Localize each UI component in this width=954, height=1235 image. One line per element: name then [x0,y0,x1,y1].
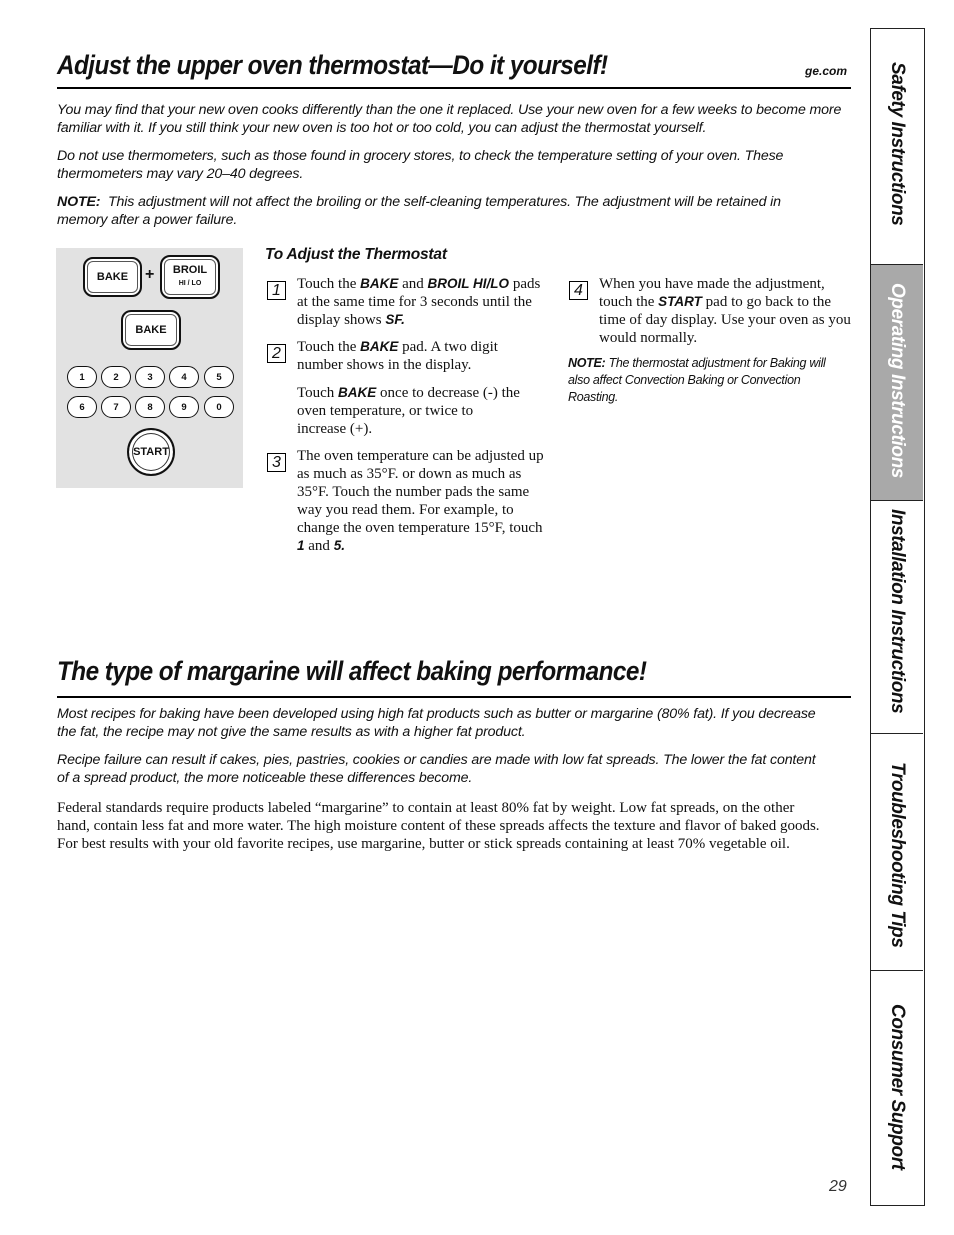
tab-label: Operating Instructions [887,283,908,478]
number-key-1: 1 [67,366,97,388]
number-key-7: 7 [101,396,131,418]
step-4-text: When you have made the adjustment, touch the START pad to go back to the time of day display. Use your oven as you would normally. [599,276,851,346]
step-2-text: Touch the BAKE pad. A two digit number shows in the display. Touch BAKE once to decrease (-) the oven temperature, or twice to increase (+). [297,339,520,437]
step-3-number: 3 [267,453,286,472]
bake-key: BAKE [83,257,142,297]
section-title-margarine: The type of margarine will affect baking performance! [57,656,647,686]
number-key-8: 8 [135,396,165,418]
number-key-3: 3 [135,366,165,388]
bake-key-2: BAKE [121,310,181,350]
plus-sign: + [145,266,155,283]
step-note-text: The thermostat adjustment for Baking will also affect Convection Baking or Convection Roasting. [568,356,826,404]
number-key-5: 5 [204,366,234,388]
broil-sublabel: HI / LO [178,280,202,287]
intro-paragraph-1: You may find that your new oven cooks differently than the one it replaced. Use your new oven for a few weeks to become more familiar with it. If you still think your new oven is too hot or too cold, you can adjust the thermostat yourself. [57,102,842,136]
step-4-number: 4 [569,281,588,300]
tab-consumer-support[interactable] [871,971,923,1205]
section-title-thermostat: Adjust the upper oven thermostat—Do it yourself! [57,50,608,80]
margarine-paragraph-1: Most recipes for baking have been developed using high fat products such as butter or margarine (80% fat). If you decrease the fat, the recipe may not give the same results as with a higher fat product. [57,706,816,740]
start-key: START [127,428,175,476]
broil-label: BROIL [172,264,208,276]
intro-text [57,101,852,239]
tab-label: Troubleshooting Tips [887,762,908,948]
margarine-intro [57,705,842,797]
site-link[interactable]: ge.com [805,64,848,78]
tab-troubleshooting-tips[interactable] [871,734,923,971]
note-label: NOTE: [57,194,101,210]
tab-operating-instructions[interactable] [871,265,923,501]
number-key-9: 9 [169,396,199,418]
step-1-text: Touch the BAKE and BROIL HI/LO pads at the same time for 3 seconds until the display shows SF. [297,276,541,328]
step-1-number: 1 [267,281,286,300]
tab-label: Installation Instructions [887,509,908,714]
step-note-label: NOTE: [568,356,606,370]
number-key-6: 6 [67,396,97,418]
tab-safety-instructions[interactable] [871,29,923,265]
steps-heading: To Adjust the Thermostat [265,246,447,263]
note-text: This adjustment will not affect the broiling or the self-cleaning temperatures. The adjustment will be retained in memory after a power failure. [57,194,781,228]
tab-label: Consumer Support [887,1004,908,1170]
step-2-number: 2 [267,344,286,363]
tab-installation-instructions[interactable] [871,501,923,734]
intro-paragraph-2: Do not use thermometers, such as those found in grocery stores, to check the temperature setting of your oven. These thermometers may vary 20–40 degrees. [57,148,784,182]
section-sidebar [870,28,925,1206]
step-3-text: The oven temperature can be adjusted up as much as 35°F. or down as much as 35°F. Touch the number pads the same way you read them. For example, to change the oven temperature 15°F, touch 1 and 5. [297,448,544,554]
page-number: 29 [829,1178,847,1195]
number-key-0: 0 [204,396,234,418]
title-rule-2 [57,696,851,698]
tab-label: Safety Instructions [887,62,908,226]
intro-note [57,193,827,229]
step-note [568,355,836,406]
margarine-paragraph-3: Federal standards require products labeled “margarine” to contain at least 80% fat by weight. Low fat spreads, on the other hand, contain less fat and more water. The high moisture content of these spreads affects the texture and flavor of baked goods. For best results with your old favorite recipes, use margarine, butter or stick spreads containing at least 70% vegetable oil. [57,800,820,852]
number-key-4: 4 [169,366,199,388]
bake-ref: BAKE [360,276,399,291]
sf-ref: SF. [385,312,405,327]
broil-key [160,255,220,299]
number-key-2: 2 [101,366,131,388]
keypad-illustration [56,248,243,488]
title-rule [57,87,851,89]
broil-ref: BROIL HI/LO [427,276,510,291]
margarine-paragraph-2: Recipe failure can result if cakes, pies, pastries, cookies or candies are made with low fat spreads. The lower the fat content of a spread product, the more noticeable these differences become. [57,752,816,786]
